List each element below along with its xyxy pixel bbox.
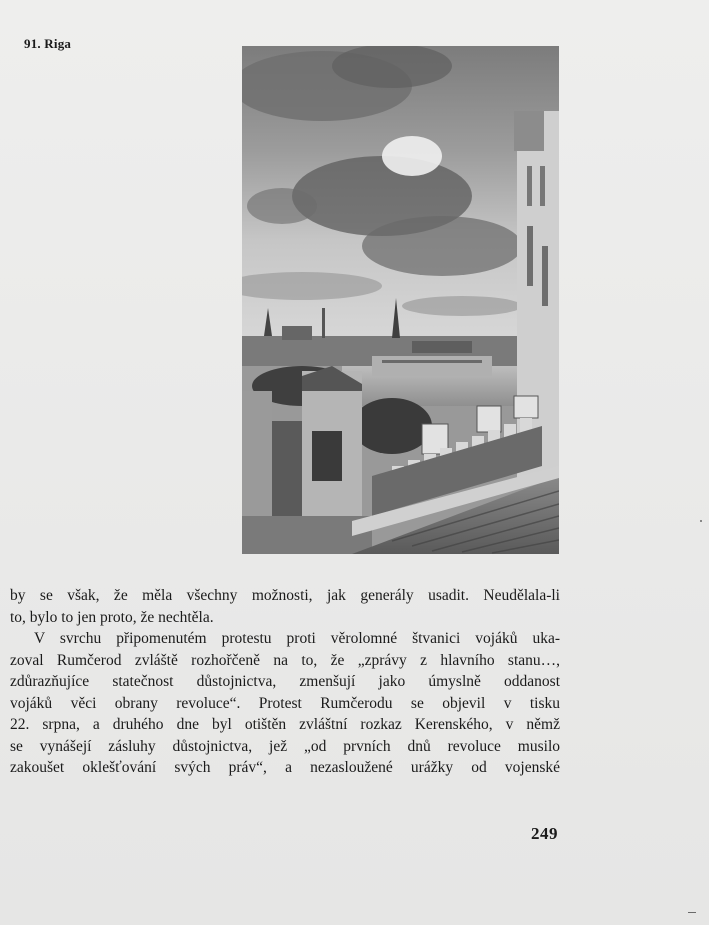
body-text <box>10 585 560 779</box>
body-line: se vynášejí zásluhy důstojnictva, jež „od prvních dnů revoluce musilo <box>10 737 560 755</box>
body-line: zoval Rumčerod zvláště rozhořčeně na to, že „zprávy z hlavního stanu…, <box>10 651 560 669</box>
page-number: 249 <box>531 824 558 843</box>
body-line: zakoušet oklešťování svých práv“, a nezasloužené urážky od vojenské <box>10 759 560 776</box>
body-line: zdůrazňujíce statečnost důstojnictva, zmenšují jako úmyslně oddanost <box>10 673 560 690</box>
body-line: V svrchu připomenutém protestu proti věrolomné štvanici vojáků uka- <box>34 630 560 647</box>
paper-speck <box>700 520 702 522</box>
riga-rooftop-panorama-photo <box>242 46 559 554</box>
body-line: 22. srpna, a druhého dne byl otištěn zvláštní rozkaz Kerenského, v němž <box>10 716 560 733</box>
body-line: to, bylo to jen proto, že nechtěla. <box>10 608 214 626</box>
figure-caption: 91. Riga <box>24 36 72 51</box>
body-line: by se však, že měla všechny možnosti, jak generály usadit. Neudělala-li <box>10 587 560 604</box>
paper-speck <box>688 912 696 913</box>
body-line: vojáků věci obrany revoluce“. Protest Rumčerodu se objevil v tisku <box>10 694 560 712</box>
